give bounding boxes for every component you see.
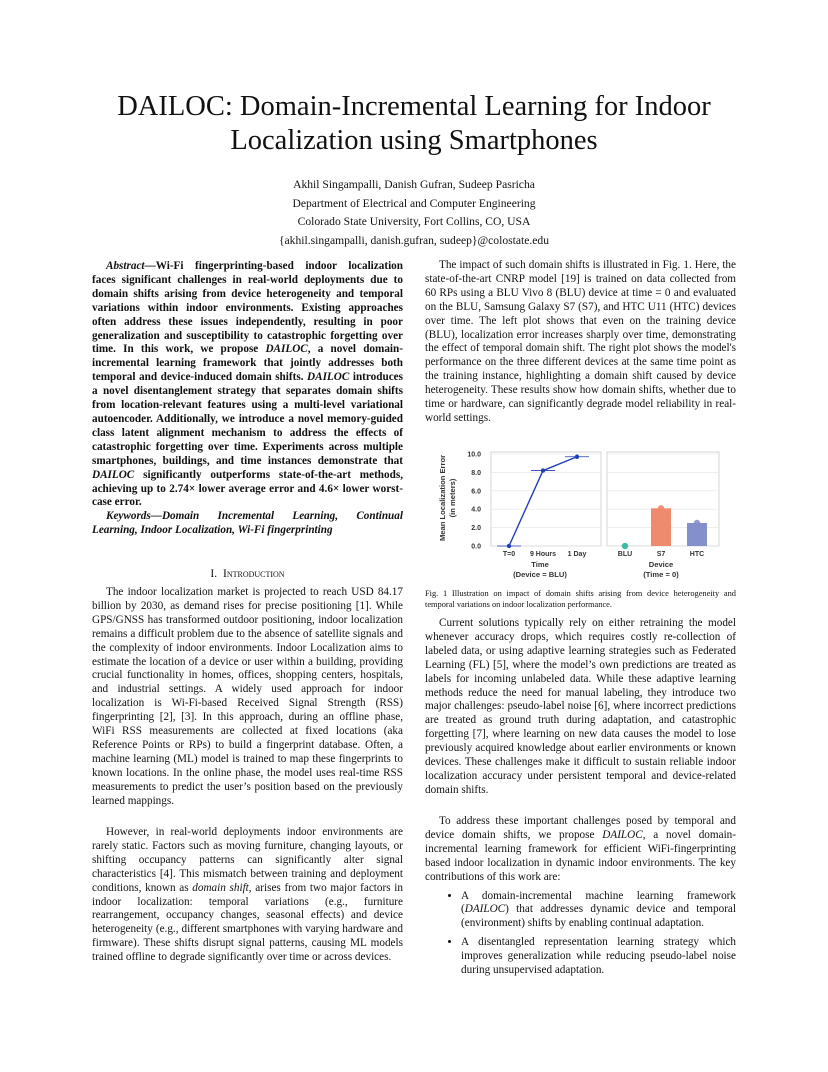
contribution-2: • A disentangled representation learning strategy which improves generalization while reducing pseudo-label noise during unsupervised adaptation.	[461, 936, 736, 978]
bar-cap	[694, 520, 700, 526]
data-point	[507, 544, 511, 548]
intro-paragraph-1	[92, 586, 403, 809]
right-paragraph-1	[425, 259, 736, 426]
author-block	[40, 176, 788, 250]
right-p3-text-a: To address these important challenges posed by temporal and device domain shifts, we propose	[425, 815, 736, 841]
temporal-shift-chart	[438, 452, 601, 580]
x-tick-label: T=0	[502, 551, 516, 558]
x-tick-label: S7	[656, 551, 666, 558]
section-title: Introduction	[222, 567, 285, 580]
right-paragraph-3	[425, 815, 736, 983]
intro-p2-text-a: However, in real-world deployments indoor environments are rarely static. Factors such as moving furniture, changing layouts, or shifting occupancy patterns can significantly alter signal characteristics [4]. This mismatch between training and deployment conditions, known as	[92, 826, 403, 894]
paper-title	[40, 90, 788, 158]
contribution-1-emphasis: DAILOC	[464, 903, 506, 916]
title-line-1: DAILOC: Domain-Incremental Learning for Indoor	[117, 91, 711, 122]
intro-p2-emphasis: domain shift	[192, 881, 249, 894]
right-p3-text-b: , a novel domain-incremental learning framework for efficient WiFi-fingerprinting based indoor localization in dynamic indoor environments. The key contributions of this work are:	[425, 828, 736, 883]
x-tick-label: 9 Hours	[529, 551, 557, 558]
figure-caption: Fig. 1 Illustration on impact of domain shifts arising from device heterogeneity and temporal variations on indoor localization performance.	[425, 589, 736, 609]
figure-1	[425, 444, 736, 584]
contribution-1-text-a: A domain-incremental machine learning framework (	[461, 889, 736, 916]
right-x-subtitle: (Time = 0)	[643, 570, 679, 579]
y-axis-label: Mean Localization Error	[438, 454, 447, 542]
device-shift-chart	[607, 452, 719, 579]
y-tick-label: 4.0	[471, 506, 481, 514]
left-x-subtitle: (Device = BLU)	[513, 570, 567, 579]
data-point	[541, 468, 545, 472]
y-tick-label: 2.0	[471, 525, 481, 533]
x-tick-label: HTC	[689, 551, 705, 558]
bar-cap	[658, 505, 664, 511]
right-p1-text: The impact of such domain shifts is illustrated in Fig. 1. Here, the state-of-the-art CNRP model [19] is trained on data collected from 60 RPs using a BLU Vivo 8 (BLU) device at time = 0 and evaluated on the BLU, Samsung Galaxy S7 (S7), and HTC U11 (HTC) devices over time. The left plot shows that even on the training device (BLU), localization error increases sharply over time, demonstrating the effect of temporal domain shift. The right plot shows the model's performance on the three different devices at the same time point as the training instance, highlighting a domain shift caused by device heterogeneity. These results show how domain shifts, whether due to time or hardware, can significantly degrade model reliability in real-world settings.	[425, 259, 736, 424]
abstract-text-4: significantly outperforms state-of-the-art methods, achieving up to 2.74× lower average error and 4.6× lower worst-case error.	[92, 468, 403, 509]
data-point	[575, 455, 579, 459]
department: Department of Electrical and Computer Engineering	[292, 196, 536, 210]
x-tick-label: 1 Day	[567, 551, 587, 558]
contribution-1-text-b: ) that addresses dynamic device and temporal (environment) shifts by enabling continual adaptation.	[461, 903, 736, 930]
abstract-text-3: introduces a novel disentanglement strategy that separates domain shifts from location-relevant features using a multi-level variational autoencoder. Additionally, we introduce a novel memory-guided class latent alignment mechanism to address the effects of catastrophic forgetting over time. Experiments across multiple smartphones, buildings, and time instances demonstrate that	[92, 371, 403, 467]
section-number: I.	[210, 567, 218, 580]
right-paragraph-2	[425, 617, 736, 798]
y-tick-label: 8.0	[471, 469, 481, 477]
university: Colorado State University, Fort Collins, CO, USA	[297, 215, 531, 228]
title-line-2: Localization using Smartphones	[230, 125, 598, 156]
abstract-text-1: —Wi-Fi fingerprinting-based indoor localization faces significant challenges in real-world deployments due to domain shifts arising from device heterogeneity and temporal variations within indoor environments. Existing approaches often address these issues independently, resulting in poor generalization and susceptibility to catastrophic forgetting over time. In this work, we propose	[92, 260, 403, 356]
y-axis-label-unit: (in meters)	[448, 478, 457, 518]
bar	[651, 508, 671, 546]
abstract-name-1: DAILOC	[265, 343, 308, 356]
intro-p2-text-b: , arises from two major factors in indoor localization: temporal variations (e.g., furniture rearrangement, occupancy changes, seasonal effects) and device heterogeneity (e.g., different smartphones with varying hardware and firmware). These shifts disrupt signal patterns, causing ML models trained offline to degrade significantly over time or across devices.	[92, 881, 403, 964]
y-tick-label: 0.0	[471, 543, 481, 551]
intro-p1-text: The indoor localization market is projected to reach USD 84.17 billion by 2030, as demand rises for precise positioning [1]. While GPS/GNSS has transformed outdoor positioning, indoor localization remains a difficult problem due to the absence of satellite signals and the complexity of indoor environments. Indoor Localization aims to estimate the location of a device or user within a building, providing crucial functionality in homes, offices, shopping centers, hospitals, and industrial settings. A widely used approach for indoor localization is Wi-Fi-based Received Signal Strength (RSS) fingerprinting [2], [3]. In this approach, during an offline phase, WiFi RSS measurements are collected at fixed locations (aka Reference Points or RPs) to build a fingerprint database. Often, a machine learning (ML) model is trained to map these fingerprints to known locations. In the online phase, the model uses real-time RSS measurements to predict the user’s position based on the previously learned mappings.	[92, 586, 403, 807]
left-plot-frame	[491, 452, 601, 546]
keywords-text: Domain Incremental Learning, Continual Learning, Indoor Localization, Wi-Fi fingerprinting	[92, 510, 403, 536]
abstract	[92, 260, 403, 510]
abstract-name-3: DAILOC	[92, 468, 135, 481]
intro-paragraph-2	[92, 826, 403, 965]
keywords-label: Keywords—	[106, 510, 162, 522]
right-p2-text: Current solutions typically rely on either retraining the model whenever accuracy drops, which requires costly re-collection of labeled data, or using adaptive learning strategies such as Federated Learning (FL) [5], where the model’s own predictions are treated as labels for incoming unlabeled data. While these adaptive learning methods reduce the need for manual labeling, they introduce two major challenges: pseudo-label noise [6], where incorrect predictions are treated as ground truth during adaptation, and catastrophic forgetting [7], where learning on new data causes the model to lose previously acquired knowledge about earlier environments or known devices. These challenges make it difficult to sustain reliable indoor localization accuracy under persistent temporal and device-related domain shifts.	[425, 617, 736, 796]
section-heading	[92, 567, 403, 580]
contribution-1	[461, 890, 736, 932]
bar-cap	[622, 543, 628, 549]
right-x-title: Device	[648, 560, 674, 569]
keywords	[92, 510, 403, 538]
left-x-title: Time	[531, 560, 549, 569]
abstract-name-2: DAILOC	[307, 371, 350, 384]
contributions-list	[425, 890, 736, 978]
authors: Akhil Singampalli, Danish Gufran, Sudeep Pasricha	[293, 178, 535, 191]
abstract-text-2: , a novel domain-incremental learning framework that jointly addresses both temporal and device-induced domain shifts.	[92, 343, 403, 384]
abstract-label: Abstract	[106, 260, 145, 272]
bar	[687, 523, 707, 546]
emails: {akhil.singampalli, danish.gufran, sudeep}@colostate.edu	[278, 233, 550, 247]
x-tick-label: BLU	[617, 551, 633, 558]
right-p3-emphasis: DAILOC	[602, 828, 643, 841]
y-tick-label: 6.0	[471, 488, 481, 496]
y-tick-label: 10.0	[467, 451, 481, 459]
